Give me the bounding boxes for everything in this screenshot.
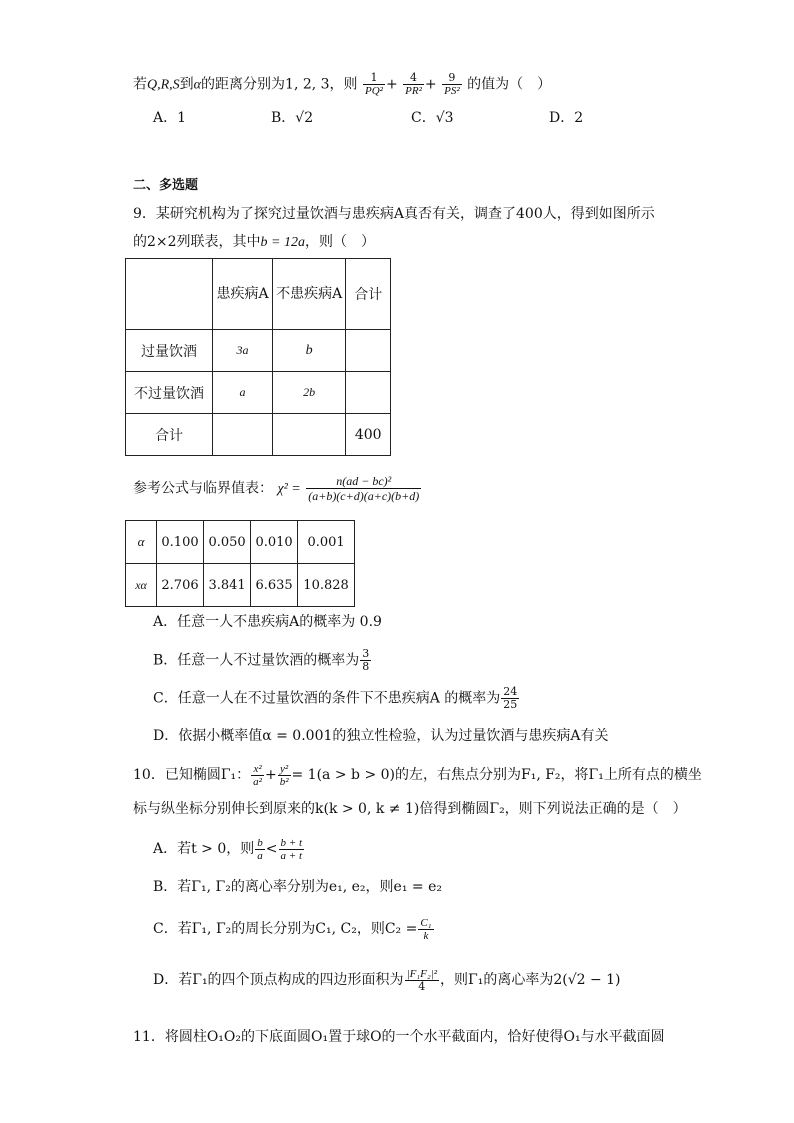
table-cell: 0.010 <box>251 521 298 564</box>
table-cell: 不过量饮酒 <box>126 372 213 414</box>
table-cell: 合计 <box>126 414 213 456</box>
section-title: 二、多选题 <box>133 178 199 193</box>
fraction: $\frac{24}{25}$ <box>503 685 518 711</box>
fraction: $\frac{3}{8}$ <box>362 647 370 673</box>
table-cell <box>272 414 345 456</box>
table-cell: α <box>126 521 157 564</box>
table-cell: 6.635 <box>251 564 298 607</box>
table-cell: 0.100 <box>157 521 204 564</box>
q8-stem: 若Q,R,S到α的距离分别为1, 2, 3，则 $\frac{1}{\text{PQ²}}$ + $\frac{4}{\text{PR²}}$ + $\frac{9}{\text{PS²}}$ 的值为（ ） <box>133 71 552 97</box>
table-cell: a <box>213 372 273 414</box>
fraction: $\frac{9}{\text{PS²}}$ <box>444 71 460 97</box>
q9-stem-line2: 的2×2列联表，其中b = 12a，则（ ） <box>133 234 375 250</box>
table-cell <box>213 414 273 456</box>
reference-formula: 参考公式与临界值表： χ² = $\frac{\text{n(ad − bc)²}}{(a+b)(c+d)(a+c)(b+d)}$ <box>133 474 420 503</box>
critical-value-table <box>125 520 355 607</box>
table-cell: 3a <box>213 330 273 372</box>
table-header-cell: 合计 <box>346 259 391 330</box>
fraction: $\frac{\text{|F₁F₂|²}}{4}$ <box>406 967 437 993</box>
fraction: $\frac{\text{C₁}}{k}$ <box>420 916 432 942</box>
q10-stem-line2: 标与纵坐标分别伸长到原来的k(k > 0, k ≠ 1)倍得到椭圆Γ₂，则下列说法正确的是（ ） <box>133 801 687 817</box>
q8-option-b[interactable]: B．√2 <box>271 110 314 126</box>
q10-option-d[interactable]: D．若Γ₁的四个顶点构成的四边形面积为 $\frac{\text{|F₁F₂|²}}{4}$ ，则Γ₁的离心率为2(√2 − 1) <box>153 967 621 993</box>
table-cell: xα <box>126 564 157 607</box>
table-cell: 0.001 <box>298 521 355 564</box>
table-cell: 2.706 <box>157 564 204 607</box>
table-cell: b <box>272 330 345 372</box>
fraction: $\frac{b}{a}$ <box>257 836 263 862</box>
table-cell <box>346 330 391 372</box>
fraction: $\frac{\text{x²}}{\text{a²}}$ <box>253 762 262 788</box>
table-cell: 10.828 <box>298 564 355 607</box>
table-cell: 过量饮酒 <box>126 330 213 372</box>
q8-option-c[interactable]: C．√3 <box>411 110 454 126</box>
fraction: $\frac{b + t}{a + t}$ <box>280 836 302 862</box>
contingency-table <box>125 258 391 456</box>
q9-stem-line1: 9．某研究机构为了探究过量饮酒与患疾病A真否有关，调查了400人，得到如图所示 <box>133 206 655 222</box>
q9-option-c[interactable]: C．任意一人在不过量饮酒的条件下不患疾病A 的概率为 $\frac{24}{25}$ <box>153 685 518 711</box>
fraction: $\frac{4}{\text{PR²}}$ <box>405 71 422 97</box>
table-cell <box>346 372 391 414</box>
table-cell: 3.841 <box>204 564 251 607</box>
q10-option-c[interactable]: C．若Γ₁, Γ₂的周长分别为C₁, C₂，则C₂ = $\frac{\text{C₁}}{k}$ <box>153 916 432 942</box>
q8-option-d[interactable]: D．2 <box>549 110 584 126</box>
table-cell: 0.050 <box>204 521 251 564</box>
q8-option-a[interactable]: A．1 <box>153 110 187 126</box>
formula-fraction: $\frac{\text{n(ad − bc)²}}{(a+b)(c+d)(a+c)(b+d)}$ <box>308 474 420 503</box>
fraction: $\frac{1}{\text{PQ²}}$ <box>365 71 383 97</box>
table-cell: 400 <box>346 414 391 456</box>
table-header-cell <box>126 259 213 330</box>
table-header-cell: 患疾病A <box>213 259 273 330</box>
table-cell: 2b <box>272 372 345 414</box>
q10-option-b[interactable]: B．若Γ₁, Γ₂的离心率分别为e₁, e₂，则e₁ = e₂ <box>153 879 442 895</box>
q10-stem-line1: 10．已知椭圆Γ₁： $\frac{\text{x²}}{\text{a²}}$ + $\frac{\text{y²}}{\text{b²}}$ = 1(a > b > 0)的左，右焦点分别为F₁, F₂，将Γ₁上所有点的横坐 <box>133 762 702 788</box>
q9-option-d[interactable]: D．依据小概率值α = 0.001的独立性检验，认为过量饮酒与患疾病A有关 <box>153 728 609 744</box>
q10-option-a[interactable]: A．若t > 0，则 $\frac{b}{a}$ < $\frac{b + t}{a + t}$ <box>153 836 302 862</box>
q9-option-a[interactable]: A．任意一人不患疾病A的概率为 0.9 <box>153 614 382 630</box>
q11-stem-line1: 11．将圆柱O₁O₂的下底面圆O₁置于球O的一个水平截面内，恰好使得O₁与水平截面圆 <box>133 1029 665 1045</box>
table-header-cell: 不患疾病A <box>272 259 345 330</box>
fraction: $\frac{\text{y²}}{\text{b²}}$ <box>279 762 289 788</box>
q9-option-b[interactable]: B．任意一人不过量饮酒的概率为 $\frac{3}{8}$ <box>153 647 370 673</box>
